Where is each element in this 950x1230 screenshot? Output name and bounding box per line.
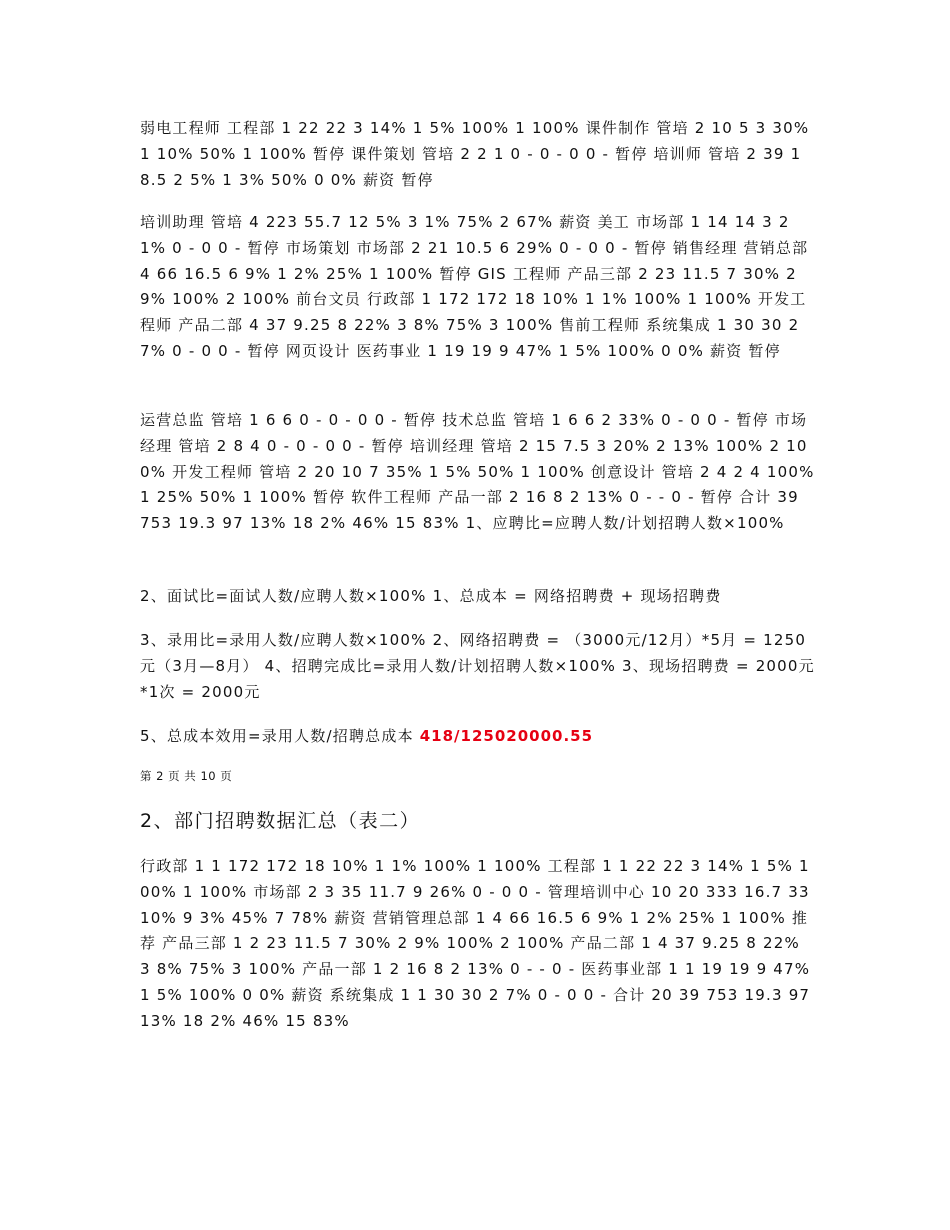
formula-interview-ratio: 2、面试比=面试人数/应聘人数×100% 1、总成本 = 网络招聘费 + 现场招聘费 — [140, 587, 722, 605]
paragraph-positions-3: 运营总监 管培 1 6 6 0 - 0 - 0 0 - 暂停 技术总监 管培 1 6 6 2 33% 0 - 0 0 - 暂停 市场经理 管培 2 8 4 0 - 0 - 0 0 - 暂停 培训经理 管培 2 15 7.5 3 20% 2 13% 100% 2 100% 开发工程师 管培 2 20 10 7 35% 1 5% 50% 1 100% 创意设计 管培 2 4 2 4 100% 1 25% 50% 1 100% 暂停 软件工程师 产品一部 2 16 8 2 13% 0 - - 0 - 暂停 合计 39 753 19.3 97 13% 18 2% 46% 15 83% 1、应聘比=应聘人数/计划招聘人数×100% — [140, 411, 815, 533]
formula-hire-ratio: 3、录用比=录用人数/应聘人数×100% 2、网络招聘费 = （3000元/12月）*5月 = 1250元（3月—8月） 4、招聘完成比=录用人数/计划招聘人数×100% 3、现场招聘费 = 2000元*1次 = 2000元 — [140, 631, 815, 701]
formula-cost-efficiency — [140, 724, 815, 750]
cost-efficiency-label: 5、总成本效用=录用人数/招聘总成本 — [140, 727, 414, 745]
cost-efficiency-value: 418/125020000.55 — [419, 727, 594, 745]
paragraph-positions-2: 培训助理 管培 4 223 55.7 12 5% 3 1% 75% 2 67% 薪资 美工 市场部 1 14 14 3 21% 0 - 0 0 - 暂停 市场策划 市场部 2 21 10.5 6 29% 0 - 0 0 - 暂停 销售经理 营销总部 4 66 16.5 6 9% 1 2% 25% 1 100% 暂停 GIS 工程师 产品三部 2 23 11.5 7 30% 2 9% 100% 2 100% 前台文员 行政部 1 172 172 18 10% 1 1% 100% 1 100% 开发工程师 产品二部 4 37 9.25 8 22% 3 8% 75% 3 100% 售前工程师 系统集成 1 30 30 2 7% 0 - 0 0 - 暂停 网页设计 医药事业 1 19 19 9 47% 1 5% 100% 0 0% 薪资 暂停 — [140, 213, 809, 360]
section-heading: 2、部门招聘数据汇总（表二） — [140, 810, 421, 832]
department-summary: 行政部 1 1 172 172 18 10% 1 1% 100% 1 100% 工程部 1 1 22 22 3 14% 1 5% 100% 1 100% 市场部 2 3 35 11.7 9 26% 0 - 0 0 - 管理培训中心 10 20 333 16.7 33 10% 9 3% 45% 7 78% 薪资 营销管理总部 1 4 66 16.5 6 9% 1 2% 25% 1 100% 推荐 产品三部 1 2 23 11.5 7 30% 2 9% 100% 2 100% 产品二部 1 4 37 9.25 8 22% 3 8% 75% 3 100% 产品一部 1 2 16 8 2 13% 0 - - 0 - 医药事业部 1 1 19 19 9 47% 1 5% 100% 0 0% 薪资 系统集成 1 1 30 30 2 7% 0 - 0 0 - 合计 20 39 753 19.3 97 13% 18 2% 46% 15 83% — [140, 857, 811, 1030]
paragraph-positions-1: 弱电工程师 工程部 1 22 22 3 14% 1 5% 100% 1 100% 课件制作 管培 2 10 5 3 30% 1 10% 50% 1 100% 暂停 课件策划 管培 2 2 1 0 - 0 - 0 0 - 暂停 培训师 管培 2 39 18.5 2 5% 1 3% 50% 0 0% 薪资 暂停 — [140, 119, 810, 189]
page-footer: 第 2 页 共 10 页 — [140, 769, 233, 783]
